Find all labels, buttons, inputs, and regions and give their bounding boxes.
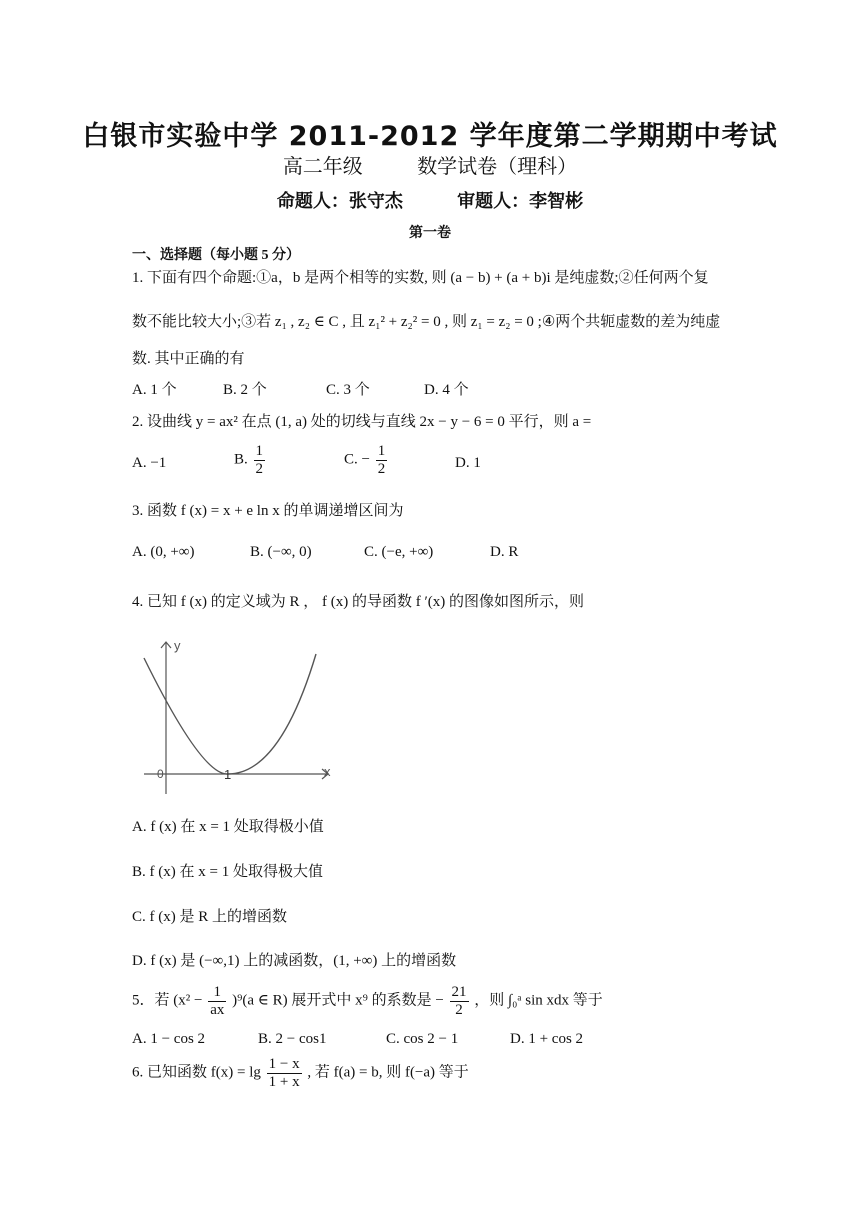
setter-label: 命题人：张守杰 <box>276 191 403 212</box>
fraction-denominator: ax <box>210 1001 225 1018</box>
q1-option-a: A. 1 个 <box>132 382 177 398</box>
q1-option-c: C. 3 个 <box>326 382 370 398</box>
q2-option-a: A. −1 <box>132 455 167 471</box>
q4-stem: 4. 已知 f (x) 的定义域为 R ， f (x) 的导函数 f ′(x) 的图像如图所示，则 <box>132 594 584 610</box>
q1-option-d: D. 4 个 <box>424 382 469 398</box>
q1-line1: 1. 下面有四个命题:①a，b 是两个相等的实数, 则 (a − b) + (a + b)i 是纯虚数;②任何两个复 <box>132 270 709 286</box>
q3-option-b: B. (−∞, 0) <box>250 544 312 560</box>
q2-option-b-fraction <box>254 443 266 477</box>
q5-option-b: B. 2 − cos1 <box>258 1031 327 1047</box>
q6-stem-part2: , 若 f(a) = b, 则 f(−a) 等于 <box>307 1064 469 1081</box>
q2-option-c <box>344 443 389 477</box>
derivative-graph <box>140 636 340 796</box>
q5-fraction-1 <box>208 984 226 1018</box>
x-axis-label: x <box>324 764 331 779</box>
fraction-numerator: 1 <box>208 984 226 1002</box>
fraction-denominator: 2 <box>455 1001 463 1018</box>
q5-option-c: C. cos 2 − 1 <box>386 1031 459 1047</box>
q3-option-c: C. (−e, +∞) <box>364 544 434 560</box>
q4-option-a: A. f (x) 在 x = 1 处取得极小值 <box>132 819 324 835</box>
q6-stem <box>132 1056 469 1090</box>
y-axis-label: y <box>174 638 181 653</box>
tick-label-1: 1 <box>224 767 232 782</box>
subject-label: 数学试卷（理科） <box>417 154 578 178</box>
q5-stem <box>132 984 603 1018</box>
q4-option-c: C. f (x) 是 R 上的增函数 <box>132 909 287 925</box>
derivative-curve <box>144 654 316 774</box>
fraction-numerator: 21 <box>451 984 467 1000</box>
q5-stem-part1: 5．若 (x² − <box>132 992 203 1009</box>
q2-option-b <box>234 443 267 477</box>
q6-fraction <box>267 1056 302 1090</box>
fraction-denominator: 2 <box>255 460 264 477</box>
q5-fraction-2 <box>450 984 469 1018</box>
fraction-numerator: 1 <box>255 443 264 459</box>
q2-option-b-label: B. <box>234 451 248 468</box>
q5-stem-part3: ，则 ∫₀ᵃ sin xdx 等于 <box>474 992 603 1009</box>
exam-subtitle <box>0 150 860 179</box>
grade-label: 高二年级 <box>282 154 363 178</box>
q4-option-d: D. f (x) 是 (−∞,1) 上的减函数，(1, +∞) 上的增函数 <box>132 953 457 969</box>
origin-label: 0 <box>157 767 164 781</box>
q1-line2: 数不能比较大小;③若 z₁ , z₂ ∈ C , 且 z₁² + z₂² = 0 , 则 z₁ = z₂ = 0 ;④两个共轭虚数的差为纯虚 <box>132 314 721 330</box>
fraction-denominator: 2 <box>377 460 386 477</box>
fraction-denominator: 1 + x <box>268 1073 300 1090</box>
q3-option-a: A. (0, +∞) <box>132 544 195 560</box>
q1-option-b: B. 2 个 <box>223 382 267 398</box>
q2-option-c-label: C. − <box>344 451 370 468</box>
q6-stem-part1: 6. 已知函数 f(x) = lg <box>132 1064 261 1081</box>
q1-line3: 数. 其中正确的有 <box>132 351 245 367</box>
q2-option-c-fraction <box>376 443 388 477</box>
fraction-numerator: 1 − x <box>268 1056 300 1072</box>
fraction-numerator: 1 <box>377 443 386 459</box>
exam-title: 白银市实验中学 2011-2012 学年度第二学期期中考试 <box>82 121 778 152</box>
volume-label: 第一卷 <box>409 226 451 241</box>
q3-option-d: D. R <box>490 544 519 560</box>
section-heading: 一、选择题（每小题 5 分） <box>132 248 300 263</box>
q2-stem: 2. 设曲线 y = ax² 在点 (1, a) 处的切线与直线 2x − y − 6 = 0 平行，则 a = <box>132 414 592 430</box>
q5-option-a: A. 1 − cos 2 <box>132 1031 206 1047</box>
reviewer-label: 审题人：李智彬 <box>457 191 584 212</box>
q2-option-d: D. 1 <box>455 455 481 471</box>
q3-stem: 3. 函数 f (x) = x + e ln x 的单调递增区间为 <box>132 503 404 519</box>
q5-stem-part2: )⁹(a ∈ R) 展开式中 x⁹ 的系数是 − <box>232 992 444 1009</box>
exam-authors <box>0 187 860 213</box>
q4-option-b: B. f (x) 在 x = 1 处取得极大值 <box>132 864 323 880</box>
q5-option-d: D. 1 + cos 2 <box>510 1031 584 1047</box>
